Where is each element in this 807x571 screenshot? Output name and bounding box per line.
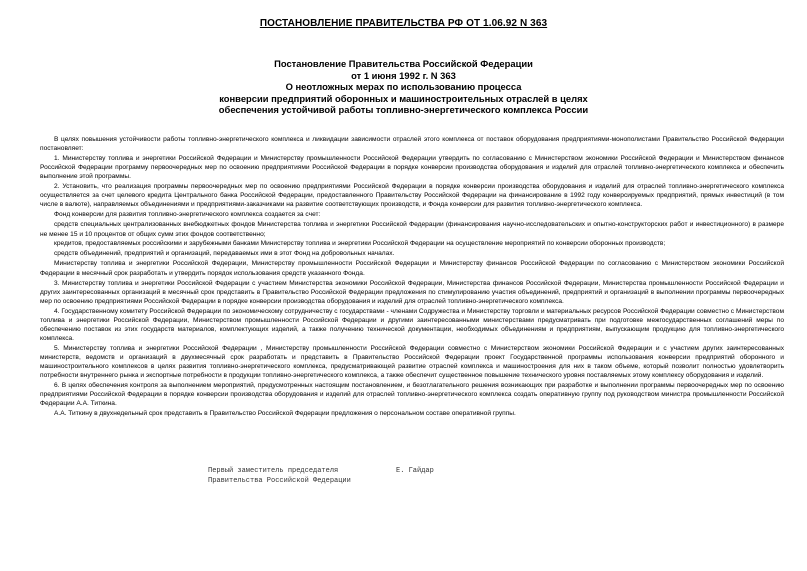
- paragraph-6: 6. В целях обеспечения контроля за выполнением мероприятий, предусмотренных настоящим постановлением, и безотлагательного решения возникающих при разработке и выполнении программы первоочередных мер по освоению предприятиями Российской Федерации в порядке конверсии производства оборудования и изделий для отраслей топливно-энергетического комплекса создать оперативную группу под руководством министра промышленности Российской Федерации А.А. Титкина.: [40, 382, 784, 408]
- paragraph-2: 2. Установить, что реализация программы первоочередных мер по освоению предприятиями Российской Федерации в порядке конверсии производства оборудования и изделий для отраслей топливно-энергетического комплекса осуществляется за счет целевого кредита Центрального банка Российской Федерации, предоставленного Правительству Российской Федерации на финансирование в 1992 году конверсируемых предприятий, прямых инвестиций (в том числе в валюте), направляемых объединениями и предприятиями-заказчиками на развитие соответствующих производств, и Фонда конверсии для развития топливно-энергетического комплекса.: [40, 183, 784, 209]
- signature-block: [208, 466, 434, 486]
- paragraph-5: 5. Министерству топлива и энергетики Российской Федерации , Министерству промышленности Российской Федерации совместно с Министерством экономики Российской Федерации и с участием других заинтересованных министерств, ведомств и организаций в двухмесячный срок разработать и представить в Правительство Российской Федерации проект Государственной программы использования конверсии предприятий оборонного и машиностроительного комплексов в целях развития топливно-энергетического комплекса, предусматривающей развитие отраслей комплекса и машиностроения для них в таком объеме, который позволит полностью удовлетворить потребности внутреннего рынка и экспортные потребности в продукции топливно-энергетического комплекса, а также обеспечит существенное повышение технического уровня поставляемых этому комплексу оборудования и изделий.: [40, 344, 784, 380]
- paragraph-fund-source-1: средств специальных централизованных внебюджетных фондов Министерства топлива и энергетики Российской Федерации (финансирования научно-исследовательских и опытно-конструкторских работ и инвестиционного) в размере не менее 15 и 10 процентов от общих сумм этих фондов соответственно;: [40, 221, 784, 238]
- paragraph-preamble: В целях повышения устойчивости работы топливно-энергетического комплекса и ликвидации зависимости отраслей этого комплекса от поставок оборудования предприятиями-монополистами Правительство Российской Федерации постановляет:: [40, 136, 784, 153]
- paragraph-1: 1. Министерству топлива и энергетики Российской Федерации и Министерству промышленности Российской Федерации утвердить по согласованию с Министерством экономики Российской Федерации и Министерством финансов Российской Федерации программу первоочередных мер по освоению предприятиями Российской Федерации в порядке конверсии производства оборудования и изделий для отраслей топливно-энергетического комплекса и обеспечить выполнение этой программы.: [40, 155, 784, 181]
- document-heading: [0, 58, 807, 116]
- paragraph-fund-source-2: кредитов, предоставляемых российскими и зарубежными банками Министерству топлива и энергетики Российской Федерации на осуществление мероприятий по конверсии оборонных производств;: [54, 240, 666, 248]
- heading-line: от 1 июня 1992 г. N 363: [351, 69, 456, 81]
- paragraph-fund-usage: Министерству топлива и энергетики Российской Федерации, Министерству промышленности Российской Федерации и Министерству финансов Российской Федерации по согласованию с Министерством экономики Российской Федерации в месячный срок разработать и утвердить порядок использования средств указанного Фонда.: [40, 260, 784, 277]
- document-main-title: ПОСТАНОВЛЕНИЕ ПРАВИТЕЛЬСТВА РФ ОТ 1.06.92 N 363: [259, 18, 548, 29]
- paragraph-group: А.А. Титкину в двухнедельный срок представить в Правительство Российской Федерации предложения о персональном составе оперативной группы.: [54, 410, 516, 418]
- heading-line: конверсии предприятий оборонных и машиностроительных отраслей в целях: [219, 92, 588, 104]
- heading-line: Постановление Правительства Российской Федерации: [274, 58, 533, 69]
- paragraph-3: 3. Министерству топлива и энергетики Российской Федерации с участием Министерства экономики Российской Федерации, Министерства финансов Российской Федерации, Министерства промышленности Российской Федерации и других заинтересованных организаций в месячный срок представить в Правительство Российской Федерации предложения по стимулированию участия объединений, предприятий и организаций в выполнении программы первоочередных мер по освоению предприятиями Российской Федерации в порядке конверсии производства оборудования и изделий для отраслей топливно-энергетического комплекса.: [40, 279, 784, 305]
- signature-position-2: Правительства Российской Федерации: [208, 477, 351, 485]
- paragraph-fund: Фонд конверсии для развития топливно-энергетического комплекса создается за счет:: [54, 211, 321, 219]
- heading-line: обеспечения устойчивой работы топливно-энергетического комплекса России: [218, 104, 589, 116]
- signature-name: Е. Гайдар: [396, 467, 434, 475]
- heading-line: О неотложных мерах по использованию процесса: [285, 81, 522, 93]
- signature-position: Первый заместитель председателя: [208, 467, 339, 475]
- document-body: [40, 135, 784, 419]
- paragraph-4: 4. Государственному комитету Российской Федерации по экономическому сотрудничеству с государствами - членами Содружества и Министерству торговли и материальных ресурсов Российской Федерации совместно с Министерством топлива и энергетики Российской Федерации, Министерством промышленности Российской Федерации и другими заинтересованными министерствами предусматривать при подготовке межгосударственных соглашений меры по обеспечению поставок из этих государств материалов, комплектующих изделий, а также получению технической документации, необходимых объединениям и предприятиям, выпускающим продукцию для топливно-энергетического комплекса.: [40, 307, 784, 342]
- paragraph-fund-source-3: средств объединений, предприятий и организаций, передаваемых ими в этот Фонд на добровольных началах.: [54, 250, 395, 258]
